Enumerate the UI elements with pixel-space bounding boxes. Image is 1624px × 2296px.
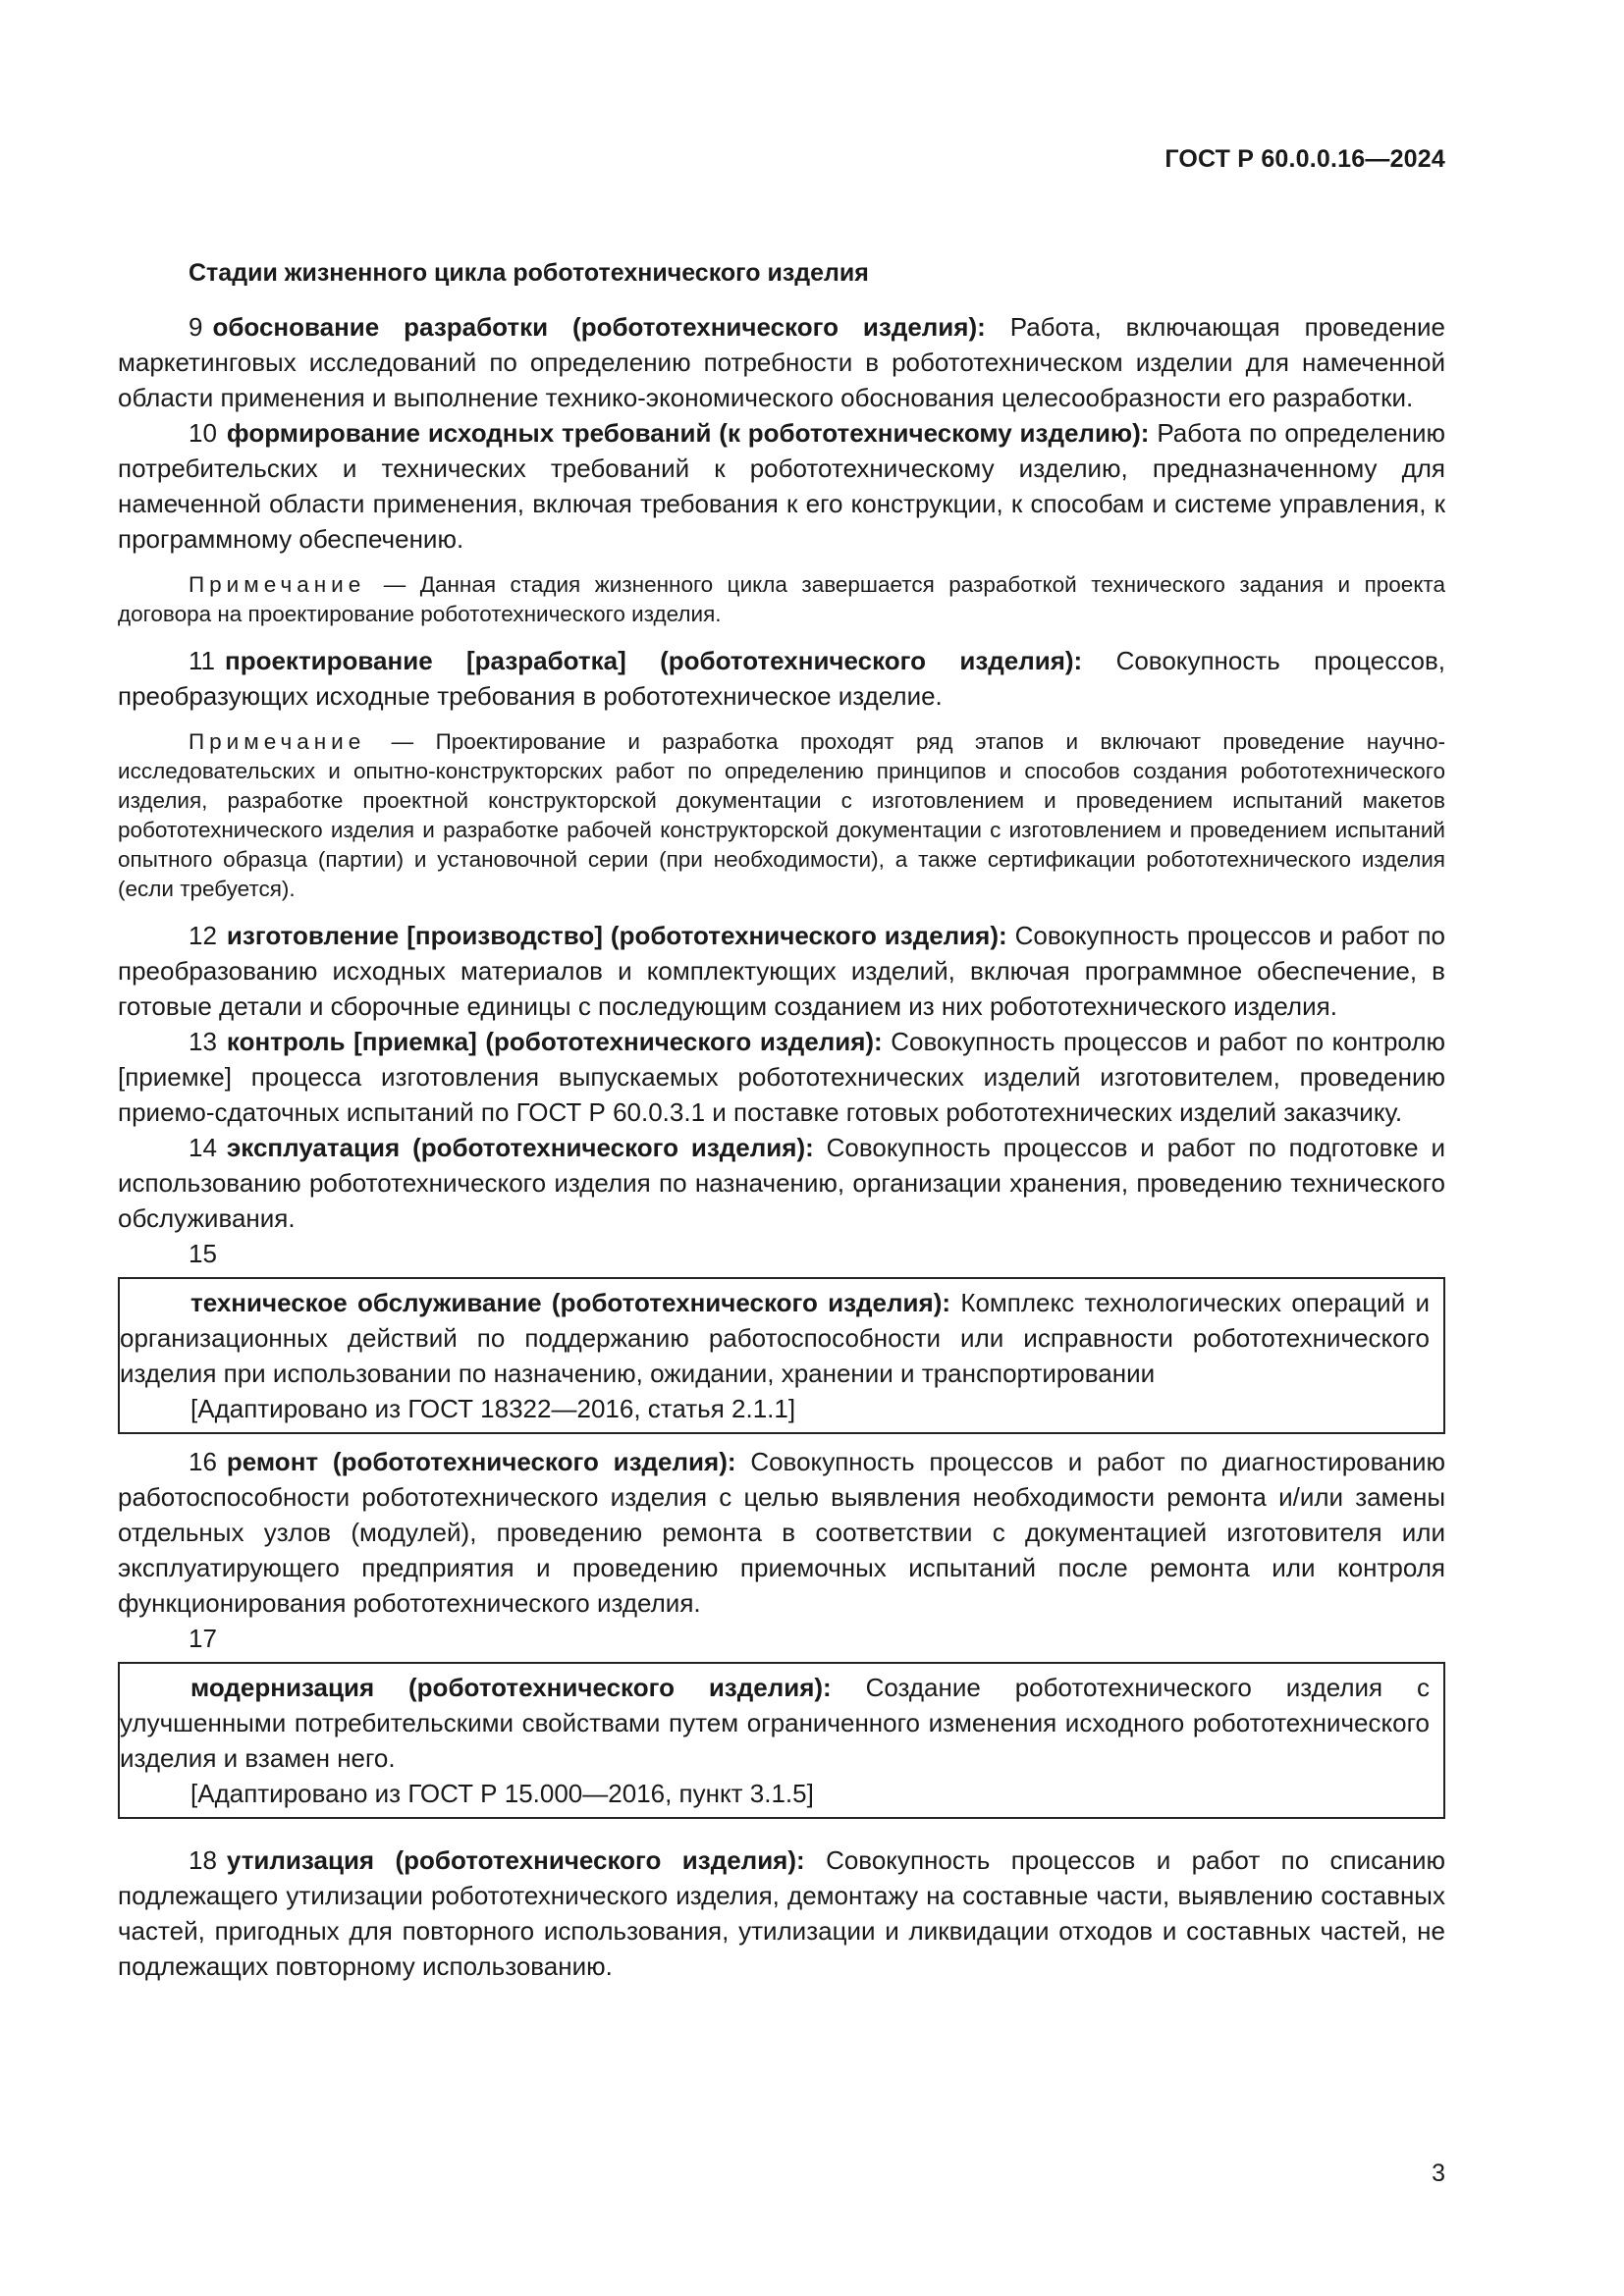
term-name: модернизация (робототехнического изделия): xyxy=(190,1673,832,1702)
term-15-box xyxy=(118,1277,1445,1434)
term-definition: Работа, включающая проведение маркетинговых исследований по определению потребности в робототехническом изделии для намеченной области применения и выполнение технико-экономического обоснования целесообразности его разработки. xyxy=(118,312,1445,412)
term-12 xyxy=(118,918,1445,1024)
term-definition: Совокупность процессов и работ по списанию подлежащего утилизации робототехнического изделия, демонтажу на составные части, выявлению составных частей, пригодных для повторного использования, утилизации и ликвидации отходов и составных частей, не подлежащих повторному использованию. xyxy=(118,1845,1445,1981)
term-name: техническое обслуживание (робототехнического изделия): xyxy=(190,1288,951,1317)
term-name: ремонт (робототехнического изделия): xyxy=(226,1447,736,1476)
term-10 xyxy=(118,415,1445,557)
term-17-box xyxy=(118,1662,1445,1819)
term-name: обоснование разработки (робототехнического изделия): xyxy=(212,312,986,342)
term-9 xyxy=(118,309,1445,415)
term-definition: Совокупность процессов, преобразующих исходные требования в робототехническое изделие. xyxy=(118,646,1445,711)
term-number: 12 xyxy=(189,921,217,950)
document-number-header: ГОСТ Р 60.0.0.16—2024 xyxy=(1164,145,1445,173)
term-reference: [Адаптировано из ГОСТ 18322—2016, статья 2.1.1] xyxy=(190,1394,796,1423)
note-stage-11 xyxy=(118,727,1445,904)
term-number: 13 xyxy=(189,1027,217,1056)
term-definition: Создание робототехнического изделия с улучшенными потребительскими свойствами путем ограниченного изменения исходного робототехнического изделия и взамен него. xyxy=(120,1673,1430,1773)
term-name: проектирование [разработка] (робототехнического изделия): xyxy=(225,646,1083,675)
term-number: 11 xyxy=(189,646,215,675)
term-name: формирование исходных требований (к робототехническому изделию): xyxy=(226,418,1150,448)
term-reference: [Адаптировано из ГОСТ Р 15.000—2016, пункт 3.1.5] xyxy=(190,1779,814,1808)
term-number: 9 xyxy=(189,312,203,342)
term-17 xyxy=(120,1670,1430,1776)
term-16 xyxy=(118,1444,1445,1621)
term-17-number: 17 xyxy=(189,1624,217,1653)
term-definition: Совокупность процессов и работ по контролю [приемке] процесса изготовления выпускаемых робототехнических изделий изготовителем, проведению приемо-сдаточных испытаний по ГОСТ Р 60.0.3.1 и поставке готовых робототехнических изделий заказчику. xyxy=(118,1027,1445,1127)
term-definition: Совокупность процессов и работ по подготовке и использованию робототехнического изделия по назначению, организации хранения, проведению технического обслуживания. xyxy=(118,1133,1445,1233)
term-number: 16 xyxy=(189,1447,217,1476)
page-number: 3 xyxy=(1432,2160,1445,2187)
term-15 xyxy=(120,1285,1430,1391)
term-18 xyxy=(118,1842,1445,1984)
document-body xyxy=(118,253,1445,1984)
term-definition: Совокупность процессов и работ по диагностированию работоспособности робототехнического изделия с целью выявления необходимости ремонта и/или замены отдельных узлов (модулей), проведению ремонта в соответствии с документацией изготовителя или эксплуатирующего предприятия и проведению приемочных испытаний после ремонта или контроля функционирования робототехнического изделия. xyxy=(118,1447,1445,1618)
term-name: контроль [приемка] (робототехнического изделия): xyxy=(226,1027,883,1056)
term-number: 14 xyxy=(189,1133,217,1162)
term-15-number: 15 xyxy=(189,1239,217,1268)
note-stage-10 xyxy=(118,570,1445,629)
note-label: Примечание xyxy=(189,572,366,597)
note-text: — Данная стадия жизненного цикла завершается разработкой технического задания и проекта договора на проектирование робототехнического изделия. xyxy=(118,572,1445,626)
note-label: Примечание xyxy=(189,729,366,754)
term-name: эксплуатация (робототехнического изделия): xyxy=(226,1133,814,1162)
term-13 xyxy=(118,1024,1445,1130)
term-14 xyxy=(118,1130,1445,1236)
note-text: — Проектирование и разработка проходят ряд этапов и включают проведение научно-исследовательских и опытно-конструкторских работ по определению принципов и способов создания робототехнического изделия, разработке проектной конструкторской документации с изготовлением и проведением испытаний макетов робототехнического изделия и разработке рабочей конструкторской документации с изготовлением и проведением испытаний опытного образца (партии) и установочной серии (при необходимости), а также сертификации робототехнического изделия (если требуется). xyxy=(118,729,1445,901)
term-definition: Работа по определению потребительских и технических требований к робототехническому изделию, предназначенному для намеченной области применения, включая требования к его конструкции, к способам и системе управления, к программному обеспечению. xyxy=(118,418,1446,554)
term-name: утилизация (робототехнического изделия): xyxy=(226,1845,805,1875)
term-definition: Совокупность процессов и работ по преобразованию исходных материалов и комплектующих изделий, включая программное обеспечение, в готовые детали и сборочные единицы с последующим созданием из них робототехнического изделия. xyxy=(118,921,1445,1021)
term-definition: Комплекс технологических операций и организационных действий по поддержанию работоспособности или исправности робототехнического изделия при использовании по назначению, ожидании, хранении и транспортировании xyxy=(120,1288,1430,1388)
term-number: 18 xyxy=(189,1845,217,1875)
term-11 xyxy=(118,643,1445,714)
section-title: Стадии жизненного цикла робототехнического изделия xyxy=(189,259,869,287)
term-name: изготовление [производство] (робототехнического изделия): xyxy=(226,921,1007,950)
term-number: 10 xyxy=(189,418,217,448)
